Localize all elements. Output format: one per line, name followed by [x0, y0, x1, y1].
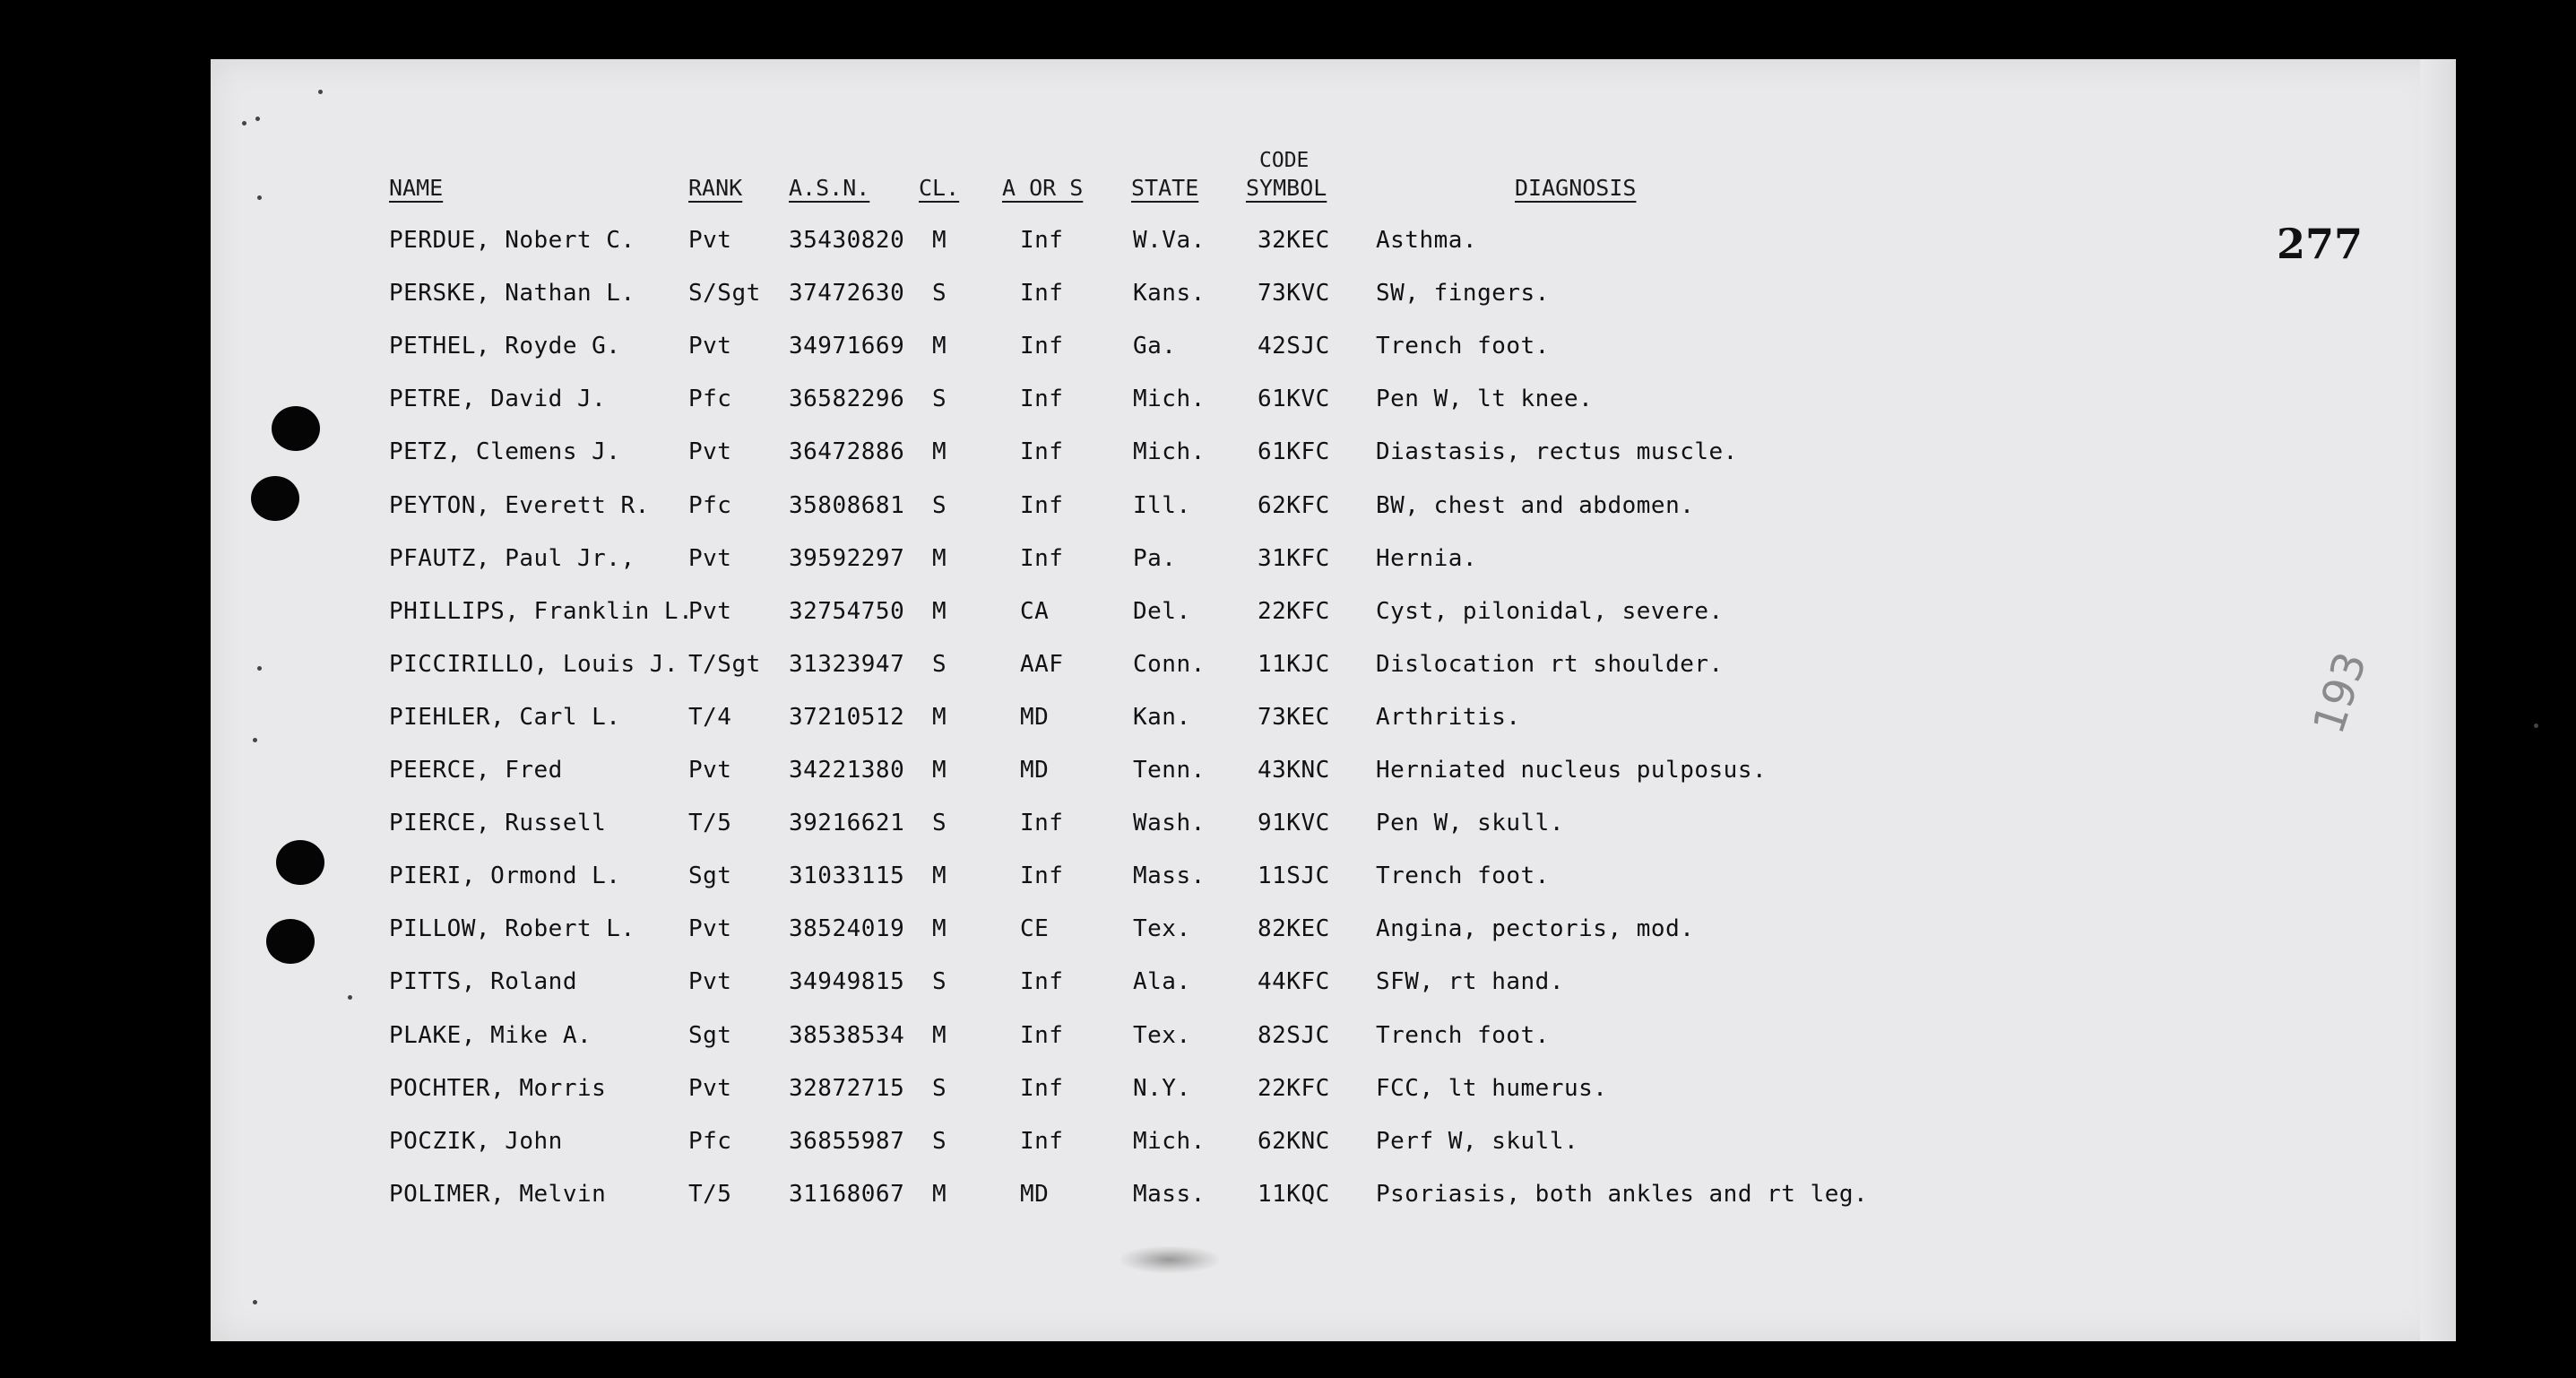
- cell-rank: T/Sgt: [688, 651, 761, 678]
- cell-state: Mich.: [1133, 386, 1206, 412]
- cell-rank: Pvt: [688, 545, 732, 572]
- cell-name: PFAUTZ, Paul Jr.,: [389, 545, 635, 572]
- cell-asn: 34949815: [789, 968, 905, 995]
- cell-cl: M: [932, 1022, 947, 1049]
- cell-name: PERDUE, Nobert C.: [389, 227, 635, 254]
- cell-aos: AAF: [1020, 651, 1064, 678]
- cell-cl: S: [932, 386, 947, 412]
- cell-code: 11SJC: [1258, 862, 1330, 889]
- cell-aos: Inf: [1020, 810, 1064, 836]
- header-code: CODE: [1259, 149, 1310, 172]
- cell-diagnosis: Psoriasis, both ankles and rt leg.: [1376, 1181, 1869, 1208]
- cell-state: Mich.: [1133, 438, 1206, 465]
- table-row: [0, 915, 2576, 951]
- speck: [257, 195, 262, 200]
- cell-diagnosis: Perf W, skull.: [1376, 1128, 1579, 1155]
- cell-cl: M: [932, 227, 947, 254]
- cell-name: PIERCE, Russell: [389, 810, 607, 836]
- cell-state: Pa.: [1133, 545, 1177, 572]
- cell-cl: M: [932, 1181, 947, 1208]
- table-row: [0, 333, 2576, 368]
- cell-asn: 36472886: [789, 438, 905, 465]
- cell-aos: Inf: [1020, 1022, 1064, 1049]
- cell-diagnosis: Angina, pectoris, mod.: [1376, 915, 1695, 942]
- cell-asn: 32754750: [789, 598, 905, 625]
- table-row: [0, 492, 2576, 528]
- table-row: [0, 280, 2576, 316]
- table-row: [0, 757, 2576, 793]
- cell-name: PETHEL, Royde G.: [389, 333, 621, 360]
- cell-name: PEERCE, Fred: [389, 757, 563, 784]
- cell-cl: M: [932, 704, 947, 731]
- cell-state: Tenn.: [1133, 757, 1206, 784]
- cell-diagnosis: Arthritis.: [1376, 704, 1521, 731]
- cell-diagnosis: BW, chest and abdomen.: [1376, 492, 1695, 519]
- cell-asn: 35808681: [789, 492, 905, 519]
- cell-name: PICCIRILLO, Louis J.: [389, 651, 679, 678]
- cell-diagnosis: Diastasis, rectus muscle.: [1376, 438, 1738, 465]
- speck: [255, 117, 260, 121]
- cell-aos: CA: [1020, 598, 1050, 625]
- cell-rank: Pvt: [688, 1075, 732, 1102]
- cell-name: PIERI, Ormond L.: [389, 862, 621, 889]
- cell-code: 61KFC: [1258, 438, 1330, 465]
- cell-name: PETRE, David J.: [389, 386, 607, 412]
- cell-state: W.Va.: [1133, 227, 1206, 254]
- cell-cl: S: [932, 492, 947, 519]
- cell-diagnosis: SW, fingers.: [1376, 280, 1550, 307]
- cell-asn: 32872715: [789, 1075, 905, 1102]
- cell-code: 31KFC: [1258, 545, 1330, 572]
- cell-code: 91KVC: [1258, 810, 1330, 836]
- cell-aos: Inf: [1020, 438, 1064, 465]
- cell-cl: S: [932, 651, 947, 678]
- header-name: NAME: [389, 175, 444, 201]
- cell-code: 73KEC: [1258, 704, 1330, 731]
- cell-rank: T/5: [688, 810, 732, 836]
- cell-aos: Inf: [1020, 1075, 1064, 1102]
- cell-cl: M: [932, 757, 947, 784]
- header-a-or-s: A OR S: [1002, 175, 1084, 201]
- cell-state: Tex.: [1133, 915, 1191, 942]
- header-class: CL.: [919, 175, 960, 201]
- cell-diagnosis: Asthma.: [1376, 227, 1478, 254]
- cell-aos: Inf: [1020, 968, 1064, 995]
- cell-name: PHILLIPS, Franklin L.: [389, 598, 694, 625]
- cell-asn: 38524019: [789, 915, 905, 942]
- table-row: [0, 598, 2576, 634]
- cell-rank: Pfc: [688, 1128, 732, 1155]
- cell-cl: S: [932, 1075, 947, 1102]
- table-row: [0, 651, 2576, 687]
- cell-state: Wash.: [1133, 810, 1206, 836]
- cell-code: 32KEC: [1258, 227, 1330, 254]
- cell-diagnosis: Trench foot.: [1376, 1022, 1550, 1049]
- cell-asn: 36855987: [789, 1128, 905, 1155]
- header-state: STATE: [1131, 175, 1199, 201]
- header-rank: RANK: [688, 175, 743, 201]
- cell-aos: Inf: [1020, 545, 1064, 572]
- cell-name: POCHTER, Morris: [389, 1075, 607, 1102]
- cell-code: 11KJC: [1258, 651, 1330, 678]
- cell-aos: MD: [1020, 757, 1050, 784]
- cell-code: 82SJC: [1258, 1022, 1330, 1049]
- cell-cl: M: [932, 333, 947, 360]
- speck: [318, 90, 323, 94]
- cell-rank: Pfc: [688, 386, 732, 412]
- cell-state: Kans.: [1133, 280, 1206, 307]
- cell-asn: 39592297: [789, 545, 905, 572]
- cell-asn: 38538534: [789, 1022, 905, 1049]
- cell-name: PEYTON, Everett R.: [389, 492, 650, 519]
- cell-state: Mass.: [1133, 862, 1206, 889]
- cell-cl: M: [932, 545, 947, 572]
- cell-cl: S: [932, 968, 947, 995]
- cell-asn: 34971669: [789, 333, 905, 360]
- cell-code: 44KFC: [1258, 968, 1330, 995]
- cell-cl: M: [932, 598, 947, 625]
- cell-cl: S: [932, 280, 947, 307]
- cell-cl: S: [932, 1128, 947, 1155]
- cell-cl: M: [932, 862, 947, 889]
- cell-asn: 39216621: [789, 810, 905, 836]
- cell-code: 11KQC: [1258, 1181, 1330, 1208]
- cell-asn: 34221380: [789, 757, 905, 784]
- cell-aos: Inf: [1020, 333, 1064, 360]
- cell-code: 22KFC: [1258, 1075, 1330, 1102]
- cell-name: PIEHLER, Carl L.: [389, 704, 621, 731]
- cell-code: 22KFC: [1258, 598, 1330, 625]
- cell-rank: Sgt: [688, 862, 732, 889]
- table-row: [0, 968, 2576, 1004]
- table-row: [0, 227, 2576, 263]
- cell-aos: Inf: [1020, 862, 1064, 889]
- cell-asn: 37210512: [789, 704, 905, 731]
- cell-cl: S: [932, 810, 947, 836]
- cell-rank: T/5: [688, 1181, 732, 1208]
- cell-rank: Pvt: [688, 757, 732, 784]
- table-row: [0, 1128, 2576, 1164]
- cell-diagnosis: Dislocation rt shoulder.: [1376, 651, 1724, 678]
- cell-rank: Pvt: [688, 227, 732, 254]
- cell-rank: Pvt: [688, 968, 732, 995]
- table-row: [0, 1181, 2576, 1217]
- cell-state: Mich.: [1133, 1128, 1206, 1155]
- cell-aos: Inf: [1020, 492, 1064, 519]
- cell-name: POCZIK, John: [389, 1128, 563, 1155]
- cell-asn: 36582296: [789, 386, 905, 412]
- cell-aos: Inf: [1020, 386, 1064, 412]
- cell-rank: Pfc: [688, 492, 732, 519]
- cell-asn: 35430820: [789, 227, 905, 254]
- cell-diagnosis: Pen W, skull.: [1376, 810, 1564, 836]
- cell-rank: Pvt: [688, 598, 732, 625]
- pencil-annotation: 193: [2304, 646, 2377, 741]
- cell-aos: CE: [1020, 915, 1050, 942]
- cell-rank: Pvt: [688, 438, 732, 465]
- cell-diagnosis: Cyst, pilonidal, severe.: [1376, 598, 1724, 625]
- cell-asn: 37472630: [789, 280, 905, 307]
- cell-aos: Inf: [1020, 227, 1064, 254]
- cell-diagnosis: SFW, rt hand.: [1376, 968, 1564, 995]
- cell-code: 73KVC: [1258, 280, 1330, 307]
- cell-diagnosis: Herniated nucleus pulposus.: [1376, 757, 1768, 784]
- cell-state: Conn.: [1133, 651, 1206, 678]
- cell-state: Ill.: [1133, 492, 1191, 519]
- cell-aos: MD: [1020, 1181, 1050, 1208]
- cell-state: Tex.: [1133, 1022, 1191, 1049]
- cell-asn: 31168067: [789, 1181, 905, 1208]
- cell-code: 62KNC: [1258, 1128, 1330, 1155]
- table-row: [0, 438, 2576, 474]
- cell-aos: Inf: [1020, 1128, 1064, 1155]
- cell-state: Mass.: [1133, 1181, 1206, 1208]
- cell-name: PILLOW, Robert L.: [389, 915, 635, 942]
- cell-name: PETZ, Clemens J.: [389, 438, 621, 465]
- cell-state: Ga.: [1133, 333, 1177, 360]
- cell-state: Ala.: [1133, 968, 1191, 995]
- table-row: [0, 704, 2576, 740]
- cell-diagnosis: Pen W, lt knee.: [1376, 386, 1594, 412]
- cell-aos: Inf: [1020, 280, 1064, 307]
- cell-code: 61KVC: [1258, 386, 1330, 412]
- cell-state: N.Y.: [1133, 1075, 1191, 1102]
- cell-code: 62KFC: [1258, 492, 1330, 519]
- table-row: [0, 545, 2576, 581]
- table-row: [0, 810, 2576, 845]
- cell-rank: Pvt: [688, 915, 732, 942]
- cell-diagnosis: FCC, lt humerus.: [1376, 1075, 1608, 1102]
- table-row: [0, 1075, 2576, 1111]
- cell-aos: MD: [1020, 704, 1050, 731]
- cell-state: Del.: [1133, 598, 1191, 625]
- speck: [242, 121, 246, 126]
- cell-rank: S/Sgt: [688, 280, 761, 307]
- cell-code: 43KNC: [1258, 757, 1330, 784]
- cell-asn: 31033115: [789, 862, 905, 889]
- cell-rank: Sgt: [688, 1022, 732, 1049]
- cell-code: 82KEC: [1258, 915, 1330, 942]
- cell-diagnosis: Hernia.: [1376, 545, 1478, 572]
- page-number: 277: [2277, 220, 2364, 268]
- header-symbol: SYMBOL: [1246, 175, 1327, 201]
- speck: [253, 1300, 257, 1304]
- cell-state: Kan.: [1133, 704, 1191, 731]
- cell-diagnosis: Trench foot.: [1376, 862, 1550, 889]
- ink-smudge: [1120, 1246, 1219, 1273]
- cell-name: PITTS, Roland: [389, 968, 577, 995]
- cell-code: 42SJC: [1258, 333, 1330, 360]
- cell-rank: T/4: [688, 704, 732, 731]
- header-asn: A.S.N.: [789, 175, 870, 201]
- cell-name: PERSKE, Nathan L.: [389, 280, 635, 307]
- cell-rank: Pvt: [688, 333, 732, 360]
- cell-asn: 31323947: [789, 651, 905, 678]
- table-row: [0, 1022, 2576, 1058]
- table-row: [0, 386, 2576, 421]
- cell-diagnosis: Trench foot.: [1376, 333, 1550, 360]
- header-diagnosis: DIAGNOSIS: [1515, 175, 1637, 201]
- cell-cl: M: [932, 915, 947, 942]
- table-row: [0, 862, 2576, 898]
- cell-name: PLAKE, Mike A.: [389, 1022, 592, 1049]
- cell-name: POLIMER, Melvin: [389, 1181, 607, 1208]
- cell-cl: M: [932, 438, 947, 465]
